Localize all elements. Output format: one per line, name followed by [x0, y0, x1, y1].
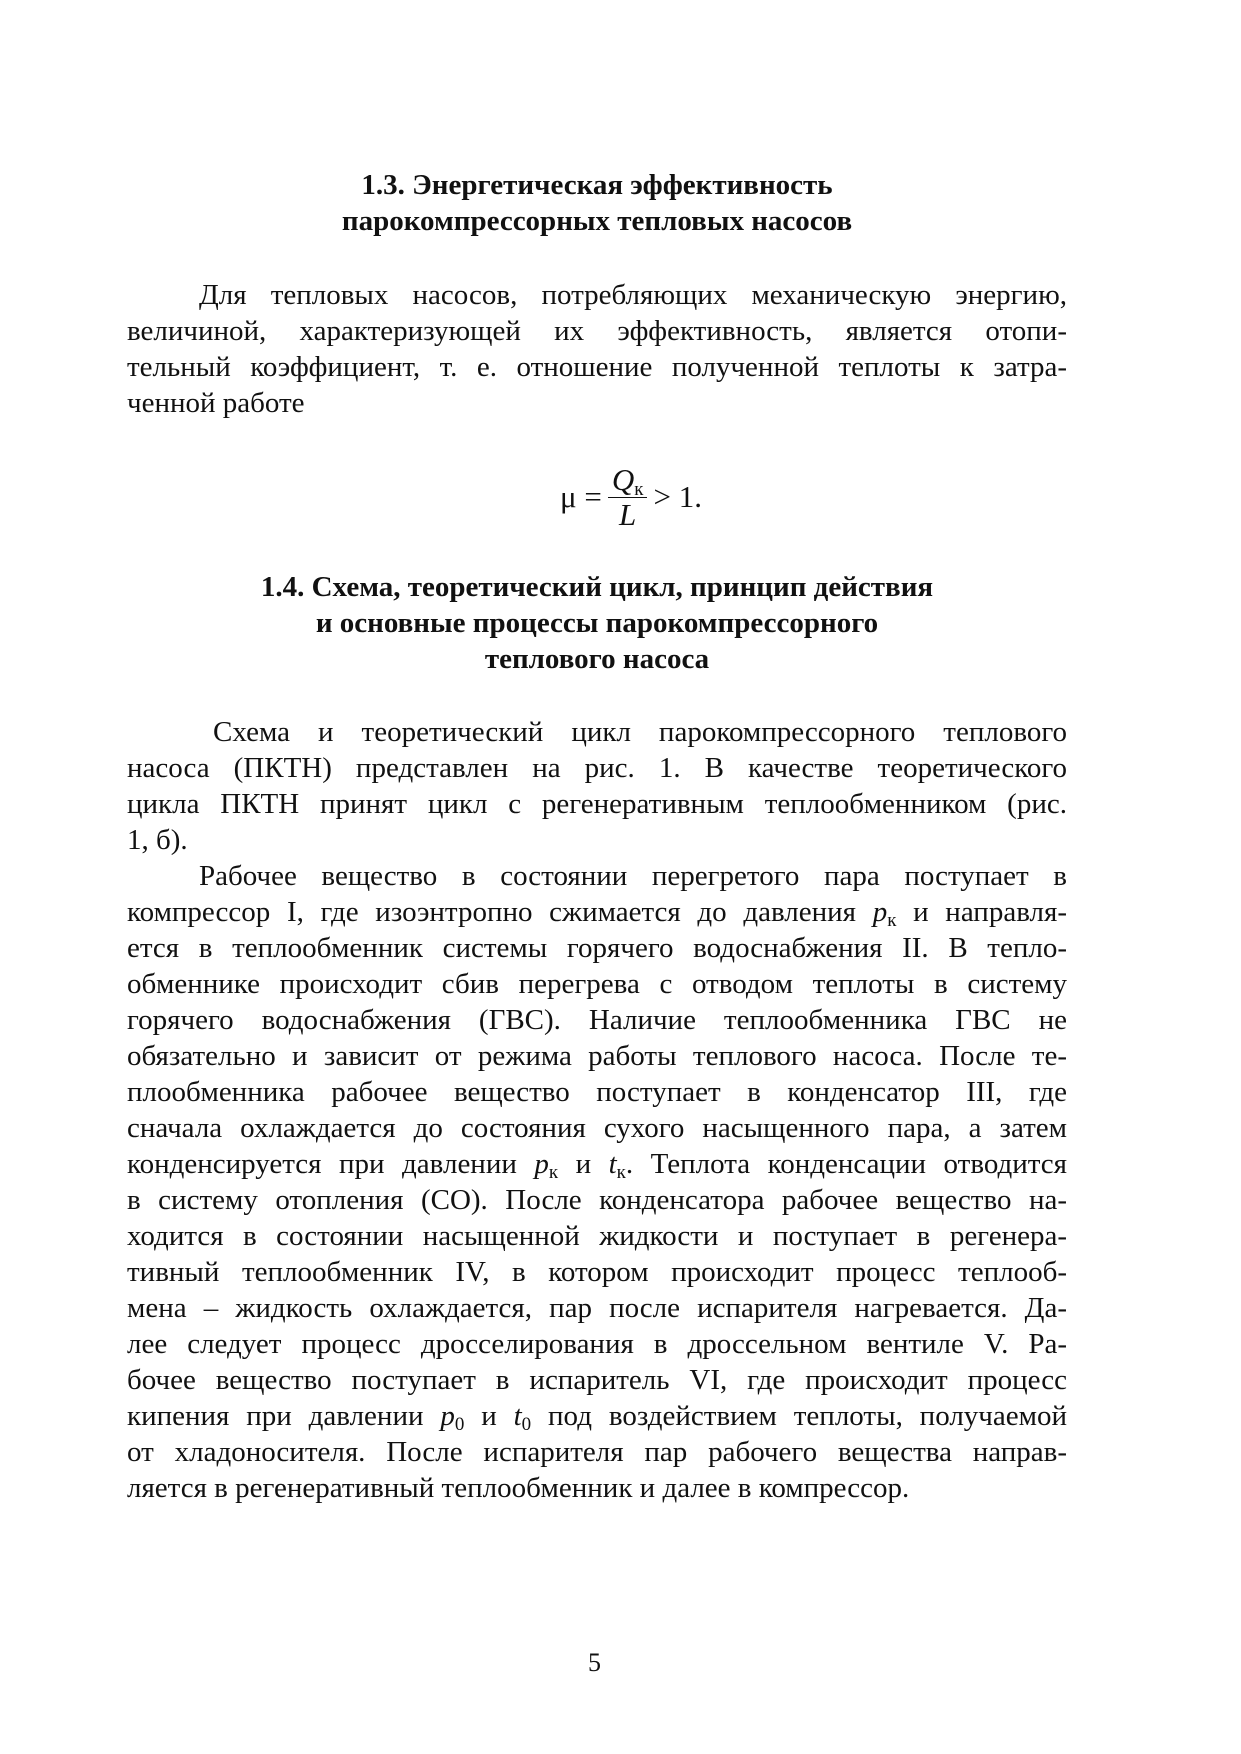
text-run: цикла ПКТН принят цикл с регенеративным теплообменником (рис. [127, 788, 1067, 820]
text-line [127, 858, 1067, 894]
text-line [127, 385, 1067, 421]
math-symbol: p [440, 1400, 455, 1432]
text-line [127, 930, 1067, 966]
section-1-3-title [127, 167, 1067, 239]
text-line [127, 277, 1067, 313]
text-line [127, 349, 1067, 385]
math-symbol: t [608, 1148, 617, 1180]
text-run: Для тепловых насосов, потребляющих механическую энергию, [199, 279, 1067, 311]
text-line [127, 1074, 1067, 1110]
title-line: 1.4. Схема, теоретический цикл, принцип действия [260, 571, 934, 603]
text-line [127, 1254, 1067, 1290]
text-run: компрессор I, где изоэнтропно сжимается до давления [127, 896, 873, 928]
formula-rhs: > 1. [653, 479, 702, 514]
text-run: 1, б). [127, 824, 188, 856]
title-line: 1.3. Энергетическая эффективность [361, 169, 833, 201]
text-run: и [464, 1400, 514, 1432]
text-run: ченной работе [127, 387, 305, 419]
section-1-4-title [127, 569, 1067, 677]
formula-denominator: L [619, 496, 637, 532]
text-run: обменнике происходит сбив перегрева с отводом теплоты в систему [127, 968, 1067, 1000]
math-symbol: p [534, 1148, 549, 1180]
text-run: . Теплота конденсации отводится [625, 1148, 1067, 1180]
title-line: теплового насоса [484, 643, 710, 675]
text-line [127, 1182, 1067, 1218]
formula-fraction [608, 463, 648, 532]
numerator-subscript: к [634, 478, 644, 500]
text-line [127, 966, 1067, 1002]
text-run: от хладоносителя. После испарителя пар рабочего вещества направ- [127, 1436, 1067, 1468]
text-line [127, 1470, 1067, 1506]
text-run: и направля- [896, 896, 1067, 928]
text-line [127, 822, 1067, 858]
formula-numerator [608, 463, 648, 498]
text-line [127, 1218, 1067, 1254]
text-line [127, 1038, 1067, 1074]
math-subscript: к [616, 1162, 626, 1183]
text-run: кипения при давлении [127, 1400, 441, 1432]
numerator-symbol: Q [611, 461, 635, 497]
text-line [127, 1146, 1067, 1182]
text-line [127, 313, 1067, 349]
text-run: и [558, 1148, 609, 1180]
math-subscript: к [548, 1162, 559, 1183]
section-1-3-paragraph [127, 277, 1067, 421]
text-run: лее следует процесс дросселирования в дроссельном вентиле V. Ра- [127, 1328, 1067, 1360]
text-line [127, 894, 1067, 930]
text-run: мена – жидкость охлаждается, пар после испарителя нагревается. Да- [127, 1292, 1067, 1324]
section-1-4-paragraph-2 [127, 858, 1067, 1506]
math-symbol: p [872, 896, 888, 928]
text-run: ходится в состоянии насыщенной жидкости и поступает в регенера- [127, 1220, 1067, 1252]
title-line: парокомпрессорных тепловых насосов [341, 205, 853, 237]
text-run: плообменника рабочее вещество поступает в конденсатор III, где [127, 1076, 1067, 1108]
text-line [127, 786, 1067, 822]
text-line [127, 714, 1067, 750]
page-number: 5 [588, 1648, 601, 1677]
text-run: конденсируется при давлении [127, 1148, 535, 1180]
text-run: тельный коэффициент, т. е. отношение полученной теплоты к затра- [127, 351, 1067, 383]
formula-lhs: μ = [560, 479, 602, 514]
text-run: сначала охлаждается до состояния сухого насыщенного пара, а затем [127, 1112, 1067, 1144]
math-symbol: t [513, 1400, 522, 1432]
text-run: насоса (ПКТН) представлен на рис. 1. В качестве теоретического [127, 752, 1067, 784]
text-line [127, 1002, 1067, 1038]
text-run: величиной, характеризующей их эффективность, является отопи- [127, 315, 1067, 347]
math-subscript: к [887, 910, 897, 931]
text-run: Рабочее вещество в состоянии перегретого пара поступает в [199, 860, 1067, 892]
text-run: под воздействием теплоты, получаемой [531, 1400, 1067, 1432]
text-line [127, 1110, 1067, 1146]
text-line [127, 750, 1067, 786]
section-1-4-paragraph-1 [127, 714, 1067, 858]
math-subscript: 0 [521, 1414, 532, 1435]
efficiency-formula [560, 462, 702, 532]
text-line [127, 1434, 1067, 1470]
text-line [127, 1398, 1067, 1434]
text-run: ется в теплообменник системы горячего водоснабжения II. В тепло- [127, 932, 1067, 964]
text-line [127, 1362, 1067, 1398]
text-line [127, 1326, 1067, 1362]
text-run: Схема и теоретический цикл парокомпрессорного теплового [213, 716, 1067, 748]
text-run: в систему отопления (СО). После конденсатора рабочее вещество на- [127, 1184, 1067, 1216]
text-line [127, 1290, 1067, 1326]
text-run: обязательно и зависит от режима работы теплового насоса. После те- [127, 1040, 1067, 1072]
text-run: ляется в регенеративный теплообменник и далее в компрессор. [127, 1472, 910, 1504]
text-run: горячего водоснабжения (ГВС). Наличие теплообменника ГВС не [127, 1004, 1067, 1036]
text-run: тивный теплообменник IV, в котором происходит процесс теплооб- [127, 1256, 1067, 1288]
title-line: и основные процессы парокомпрессорного [315, 607, 879, 639]
text-run: бочее вещество поступает в испаритель VI, где происходит процесс [127, 1364, 1067, 1396]
math-subscript: 0 [454, 1414, 465, 1435]
